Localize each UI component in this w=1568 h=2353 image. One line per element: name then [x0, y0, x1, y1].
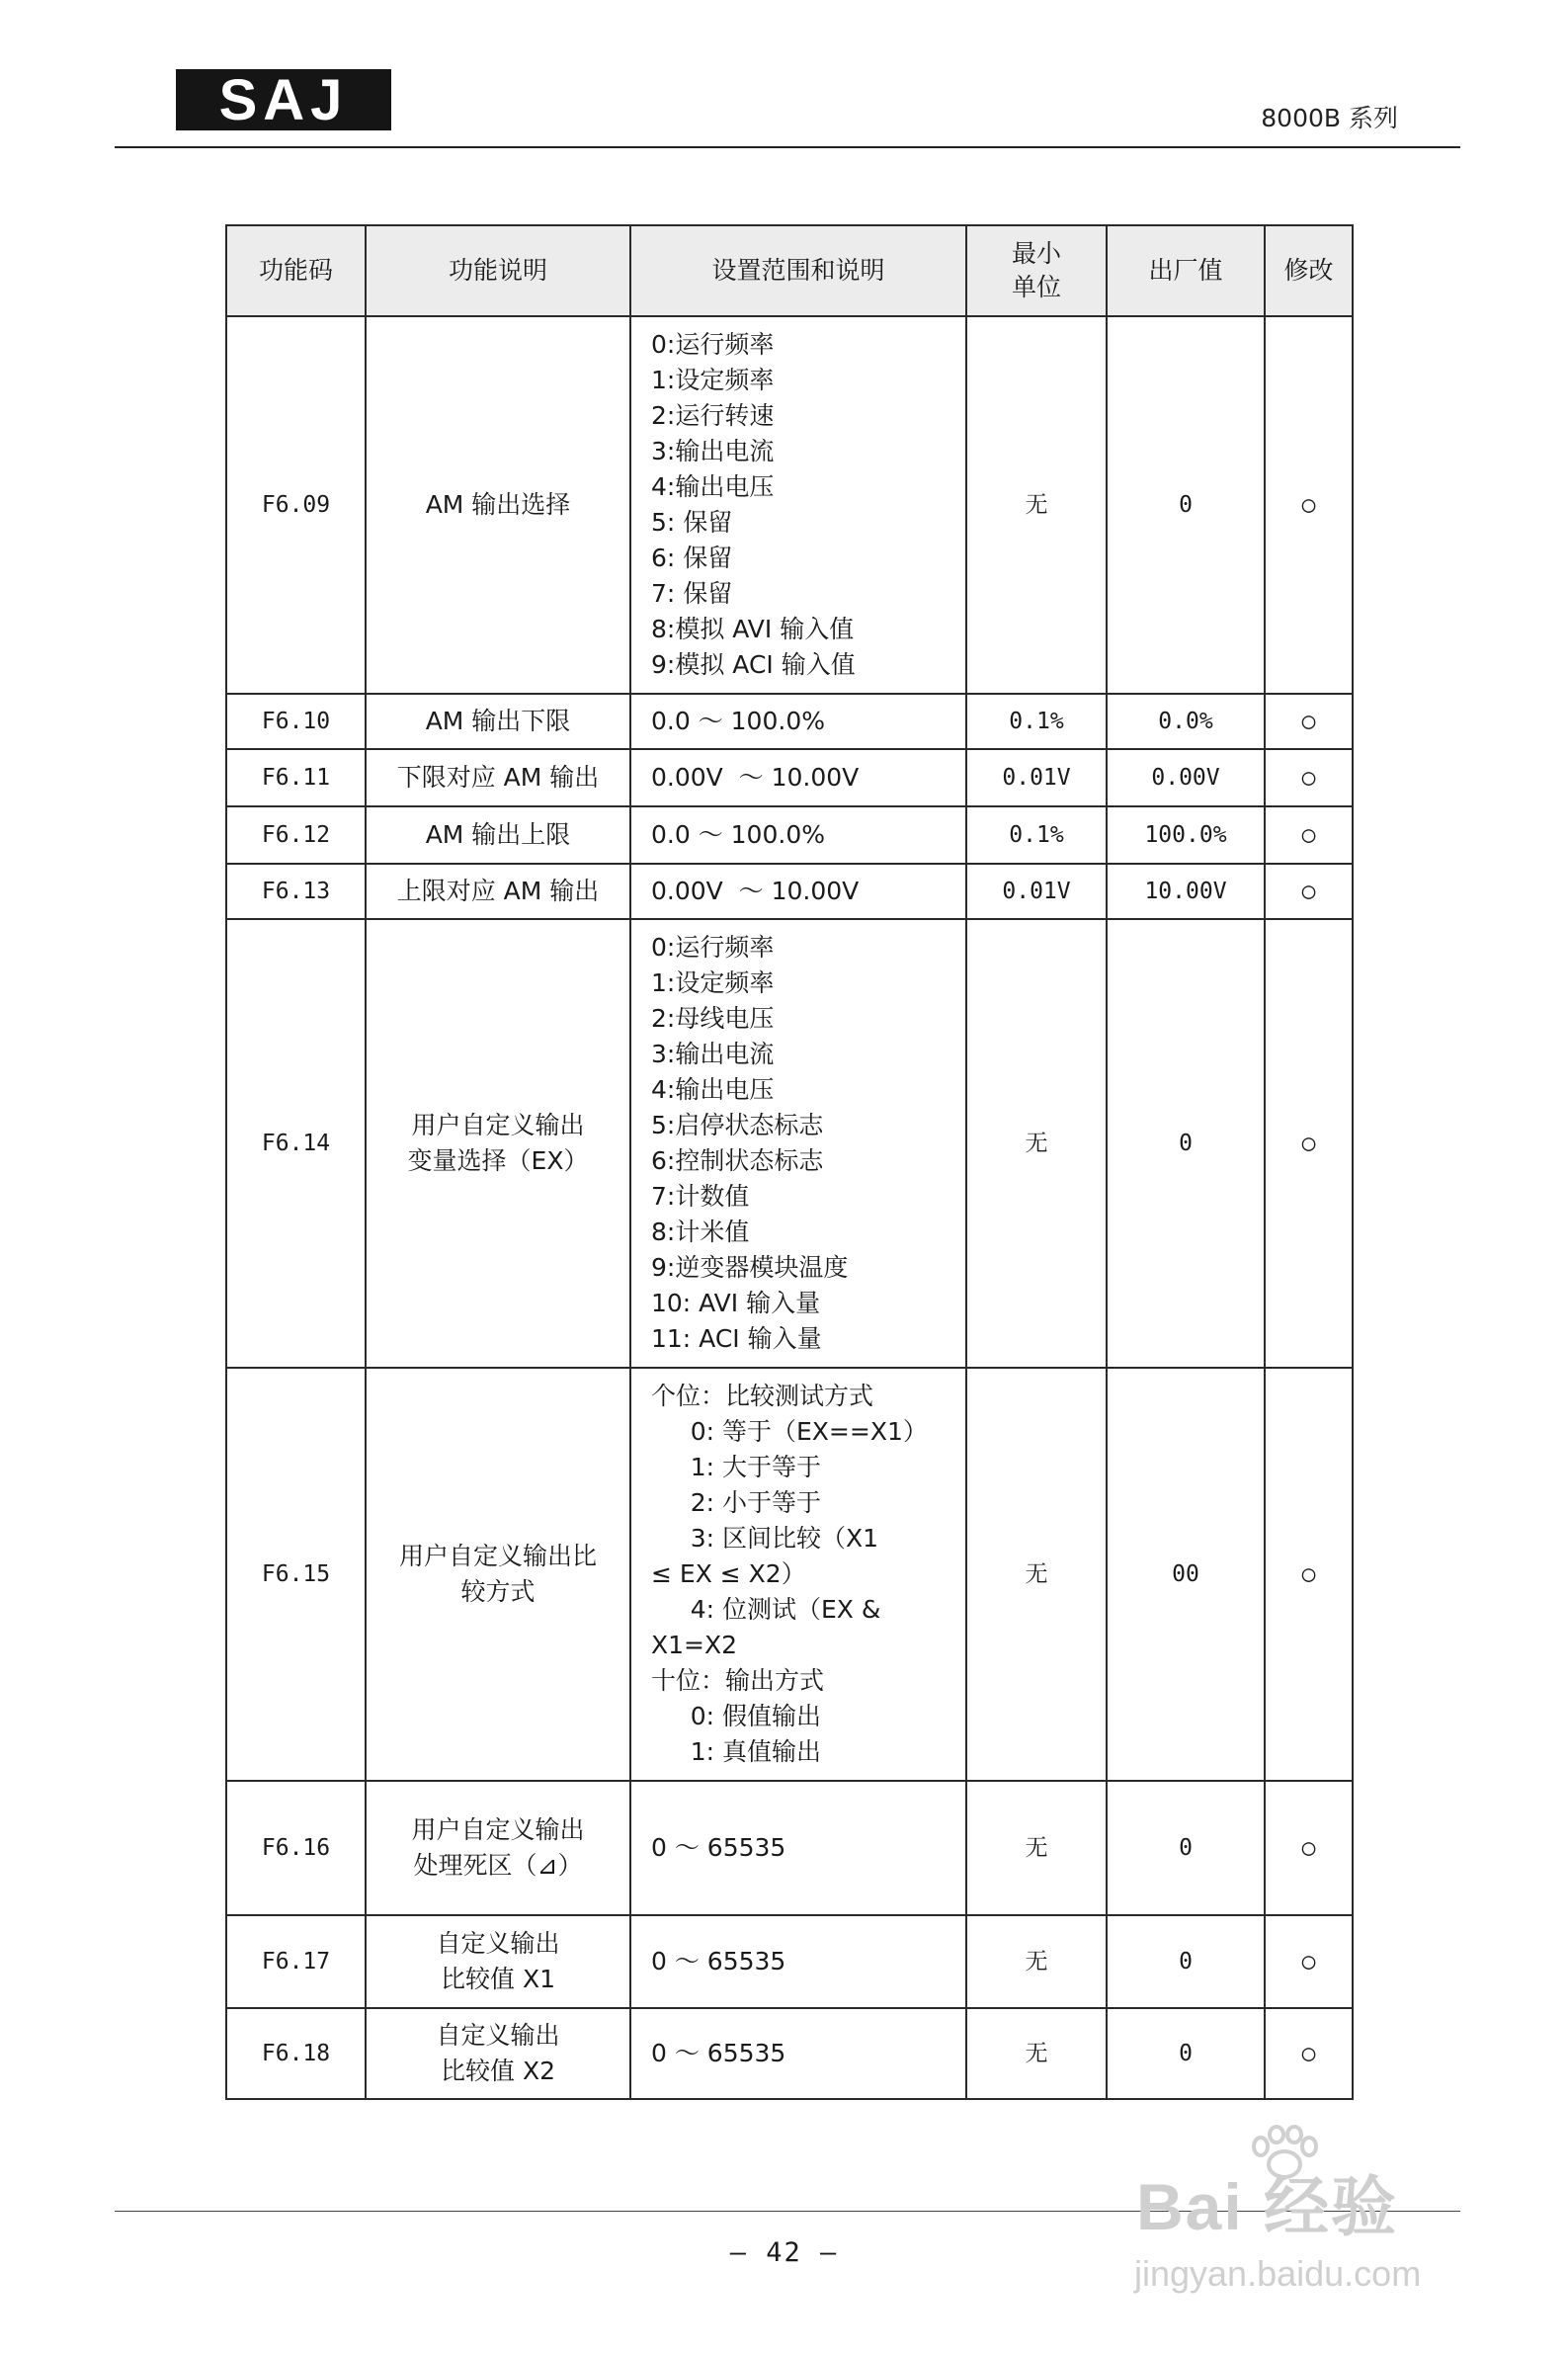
description-line: 下限对应 AM 输出 [396, 763, 600, 792]
cell-code: F6.13 [226, 864, 366, 919]
range-line: 9:模拟 ACI 输入值 [651, 650, 856, 679]
cell-default: 0 [1107, 2008, 1265, 2099]
brand-logo-text: SAJ [218, 67, 349, 132]
cell-code: F6.17 [226, 1915, 366, 2008]
table-row [226, 1915, 1353, 2008]
range-line: 4: 位测试（EX & [651, 1595, 881, 1624]
cell-modify: ○ [1265, 749, 1353, 806]
range-line: ≤ EX ≤ X2） [651, 1559, 806, 1588]
watermark-brand: Bai 经验 [1136, 2170, 1399, 2243]
range-line: 十位：输出方式 [651, 1666, 825, 1695]
range-line: 0:运行频率 [651, 933, 775, 962]
cell-code: F6.18 [226, 2008, 366, 2099]
cell-min-unit: 无 [966, 1915, 1107, 2008]
range-line: 10: AVI 输入量 [651, 1289, 821, 1317]
header-min-unit-line1: 最小 [1011, 239, 1061, 268]
cell-modify: ○ [1265, 2008, 1353, 2099]
table-row [226, 749, 1353, 806]
range-line: 0.0 ～ 100.0% [651, 707, 825, 735]
header-code: 功能码 [226, 225, 366, 316]
range-line: 1:设定频率 [651, 366, 775, 394]
header-description: 功能说明 [366, 225, 630, 316]
cell-modify: ○ [1265, 919, 1353, 1368]
cell-modify: ○ [1265, 864, 1353, 919]
cell-range [630, 806, 966, 864]
cell-default: 0 [1107, 316, 1265, 694]
range-line: 7:计数值 [651, 1182, 750, 1211]
cell-range [630, 749, 966, 806]
watermark-url: jingyan.baidu.com [1134, 2253, 1422, 2294]
cell-code: F6.11 [226, 749, 366, 806]
range-line: 0 ～ 65535 [651, 2039, 786, 2067]
cell-range [630, 1915, 966, 2008]
range-line: 2:运行转速 [651, 401, 775, 430]
cell-min-unit: 无 [966, 1781, 1107, 1915]
cell-code: F6.15 [226, 1368, 366, 1781]
header-min-unit [966, 225, 1107, 316]
range-line: 4:输出电压 [651, 472, 775, 501]
cell-code: F6.09 [226, 316, 366, 694]
cell-modify: ○ [1265, 806, 1353, 864]
series-label: 8000B 系列 [1261, 104, 1398, 132]
cell-default: 0.0% [1107, 694, 1265, 749]
cell-range [630, 1368, 966, 1781]
table-row [226, 2008, 1353, 2099]
range-line: 0.00V ～ 10.00V [651, 763, 860, 792]
range-line: 0: 等于（EX==X1） [651, 1417, 928, 1446]
watermark [1116, 2125, 1492, 2322]
range-line: 0.00V ～ 10.00V [651, 877, 860, 905]
description-line: 上限对应 AM 输出 [396, 877, 600, 905]
range-line: 0: 假值输出 [651, 1702, 822, 1730]
cell-code: F6.16 [226, 1781, 366, 1915]
cell-default: 0 [1107, 919, 1265, 1368]
cell-description [366, 919, 630, 1368]
cell-range [630, 864, 966, 919]
description-line: 自定义输出 [436, 2021, 560, 2050]
parameter-table [225, 224, 1354, 2100]
description-line: 比较值 X2 [441, 2057, 555, 2085]
range-line: 9:逆变器模块温度 [651, 1253, 849, 1282]
description-line: AM 输出上限 [425, 820, 571, 849]
cell-min-unit: 0.01V [966, 749, 1107, 806]
cell-min-unit: 无 [966, 2008, 1107, 2099]
range-line: 6: 保留 [651, 544, 733, 572]
cell-default: 0.00V [1107, 749, 1265, 806]
range-line: 6:控制状态标志 [651, 1146, 824, 1175]
range-line: 5:启停状态标志 [651, 1111, 824, 1139]
cell-description [366, 864, 630, 919]
table-header-row [226, 225, 1353, 316]
table-row [226, 864, 1353, 919]
cell-default: 0 [1107, 1781, 1265, 1915]
cell-min-unit: 0.1% [966, 806, 1107, 864]
table-row [226, 316, 1353, 694]
cell-range [630, 1781, 966, 1915]
table-body [226, 316, 1353, 2099]
header-min-unit-line2: 单位 [1011, 273, 1061, 301]
cell-modify: ○ [1265, 1368, 1353, 1781]
range-line: 0.0 ～ 100.0% [651, 820, 825, 849]
cell-modify: ○ [1265, 316, 1353, 694]
cell-default: 00 [1107, 1368, 1265, 1781]
cell-description [366, 1781, 630, 1915]
description-line: 用户自定义输出 [411, 1111, 585, 1139]
cell-min-unit: 0.01V [966, 864, 1107, 919]
cell-code: F6.14 [226, 919, 366, 1368]
range-line: 1: 大于等于 [651, 1453, 822, 1481]
page-number: — 42 — [729, 2237, 839, 2268]
table-row [226, 806, 1353, 864]
description-line: AM 输出选择 [425, 490, 571, 519]
range-line: 5: 保留 [651, 508, 733, 537]
cell-min-unit: 无 [966, 316, 1107, 694]
range-line: 11: ACI 输入量 [651, 1324, 822, 1353]
table-row [226, 1781, 1353, 1915]
range-line: 3:输出电流 [651, 437, 775, 465]
cell-description [366, 749, 630, 806]
range-line: 3:输出电流 [651, 1040, 775, 1068]
description-line: AM 输出下限 [425, 707, 571, 735]
cell-modify: ○ [1265, 694, 1353, 749]
description-line: 较方式 [460, 1577, 536, 1606]
range-line: 3: 区间比较（X1 [651, 1524, 879, 1553]
cell-default: 100.0% [1107, 806, 1265, 864]
header-modify: 修改 [1265, 225, 1353, 316]
description-line: 用户自定义输出 [411, 1815, 585, 1844]
cell-range [630, 694, 966, 749]
brand-logo [176, 69, 391, 130]
range-line: 0:运行频率 [651, 330, 775, 359]
cell-range [630, 316, 966, 694]
cell-modify: ○ [1265, 1781, 1353, 1915]
range-line: 0 ～ 65535 [651, 1947, 786, 1975]
cell-description [366, 316, 630, 694]
cell-description [366, 2008, 630, 2099]
range-line: 7: 保留 [651, 579, 733, 608]
cell-range [630, 2008, 966, 2099]
range-line: 1:设定频率 [651, 968, 775, 997]
header-divider [115, 146, 1460, 148]
description-line: 比较值 X1 [441, 1965, 555, 1993]
table-row [226, 1368, 1353, 1781]
cell-description [366, 1915, 630, 2008]
range-line: X1=X2 [651, 1631, 738, 1659]
cell-range [630, 919, 966, 1368]
cell-min-unit: 无 [966, 1368, 1107, 1781]
cell-description [366, 1368, 630, 1781]
description-line: 处理死区（⊿） [413, 1851, 583, 1880]
range-line: 8:计米值 [651, 1218, 750, 1246]
cell-description [366, 806, 630, 864]
description-line: 用户自定义输出比 [398, 1542, 597, 1570]
cell-min-unit: 无 [966, 919, 1107, 1368]
cell-default: 0 [1107, 1915, 1265, 2008]
range-line: 2: 小于等于 [651, 1488, 822, 1517]
table-row [226, 694, 1353, 749]
cell-code: F6.12 [226, 806, 366, 864]
description-line: 自定义输出 [436, 1929, 560, 1958]
range-line: 2:母线电压 [651, 1004, 775, 1033]
range-line: 0 ～ 65535 [651, 1833, 786, 1862]
table-row [226, 919, 1353, 1368]
cell-default: 10.00V [1107, 864, 1265, 919]
range-line: 个位：比较测试方式 [651, 1382, 874, 1410]
cell-modify: ○ [1265, 1915, 1353, 2008]
header-range: 设置范围和说明 [630, 225, 966, 316]
cell-code: F6.10 [226, 694, 366, 749]
description-line: 变量选择（EX） [407, 1146, 589, 1175]
header-default: 出厂值 [1107, 225, 1265, 316]
range-line: 1: 真值输出 [651, 1737, 822, 1766]
range-line: 8:模拟 AVI 输入值 [651, 615, 855, 643]
range-line: 4:输出电压 [651, 1075, 775, 1104]
cell-min-unit: 0.1% [966, 694, 1107, 749]
cell-description [366, 694, 630, 749]
